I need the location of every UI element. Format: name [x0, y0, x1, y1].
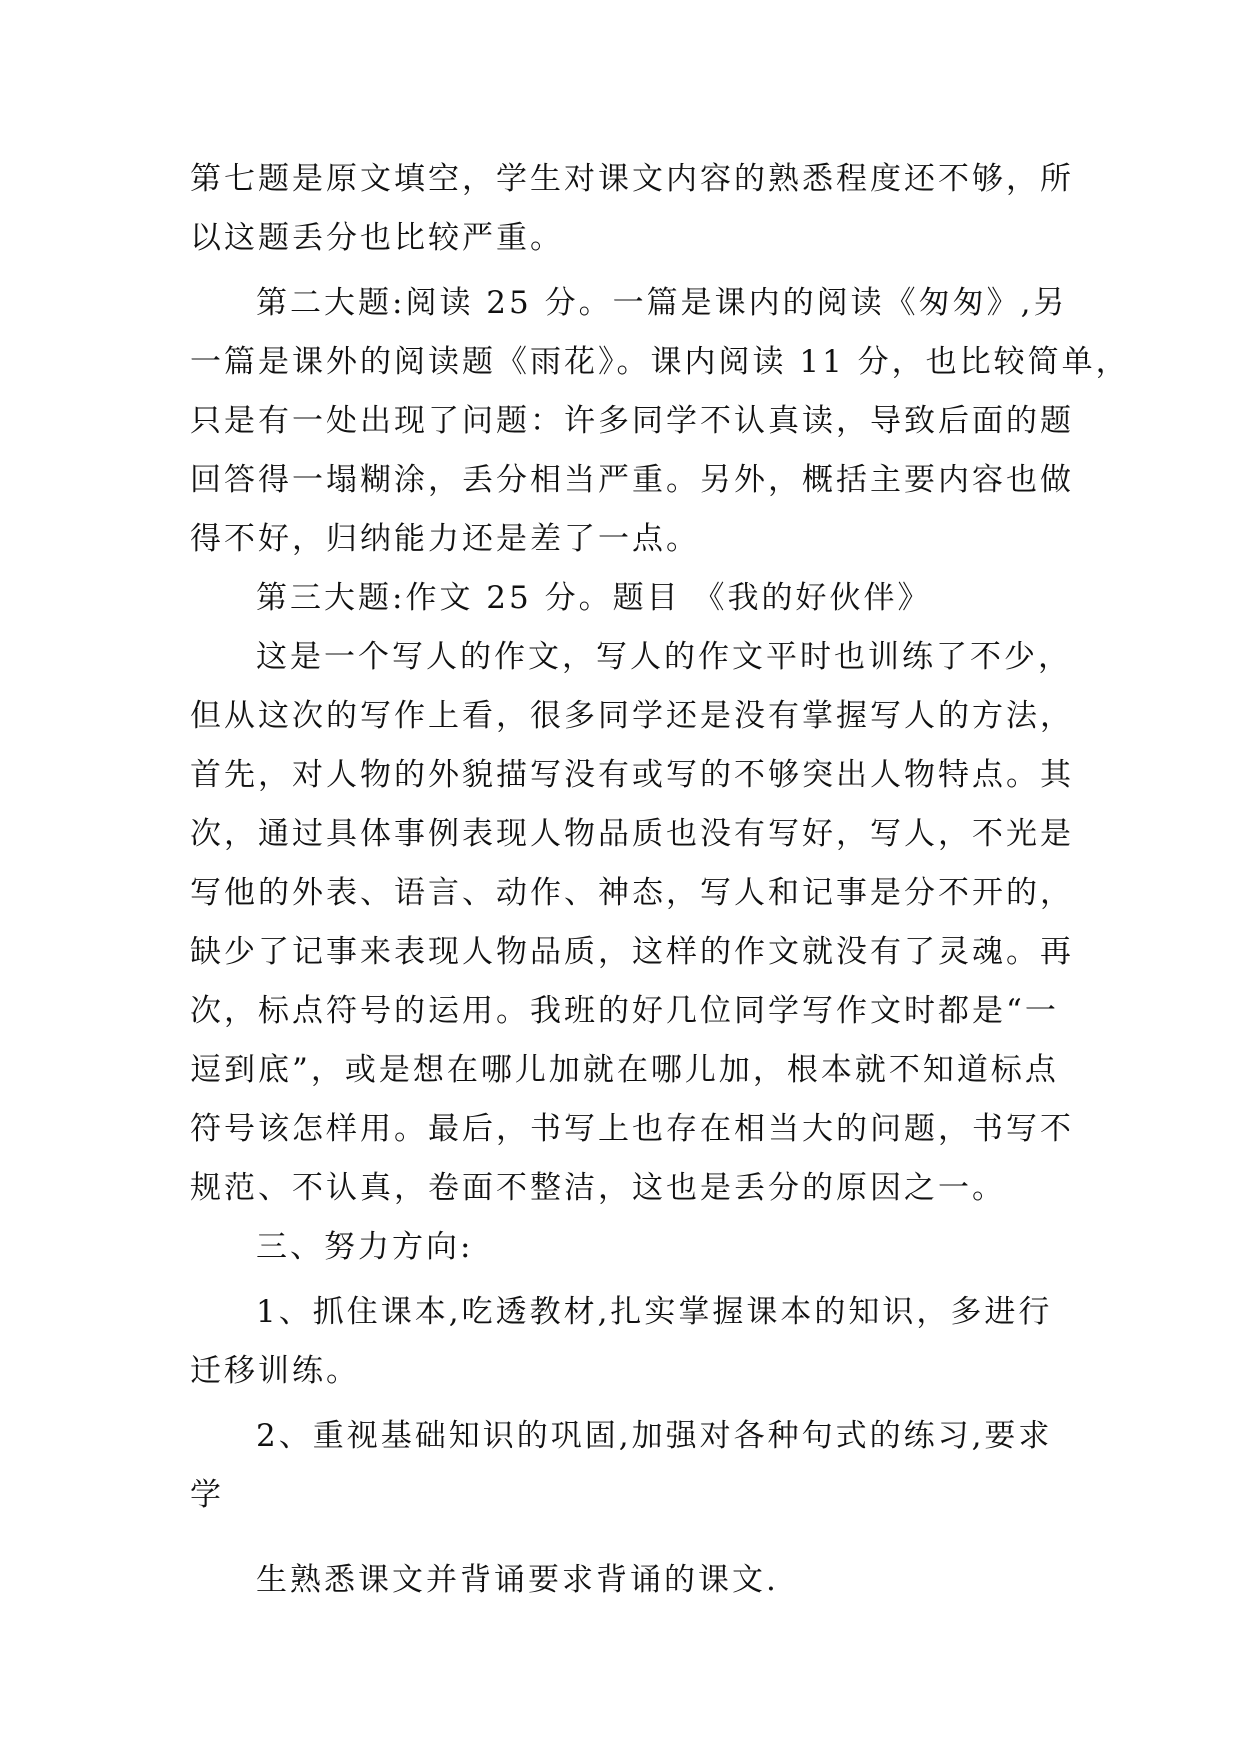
text-line: 以这题丢分也比较严重。	[190, 220, 564, 256]
paragraph-closing	[190, 1551, 1075, 1610]
text-line: 学	[190, 1477, 224, 1513]
text-line: 次，通过具体事例表现人物品质也没有写好，写人，不光是	[190, 816, 1074, 852]
paragraph-composition-heading	[190, 569, 1075, 628]
text-line: 但从这次的写作上看，很多同学还是没有掌握写人的方法，	[190, 698, 1074, 734]
text-line: 第二大题:阅读 25 分。一篇是课内的阅读《匆匆》,另	[256, 285, 1068, 321]
text-line: 只是有一处出现了问题：许多同学不认真读，导致后面的题	[190, 403, 1074, 439]
section-heading-direction	[190, 1218, 1075, 1277]
text-line: 逗到底”，或是想在哪儿加就在哪儿加，根本就不知道标点	[190, 1052, 1059, 1088]
text-line: 得不好，归纳能力还是差了一点。	[190, 521, 700, 557]
text-line: 符号该怎样用。最后，书写上也存在相当大的问题，书写不	[190, 1111, 1074, 1147]
text-line: 规范、不认真，卷面不整洁，这也是丢分的原因之一。	[190, 1170, 1006, 1206]
paragraph-question-seven	[190, 150, 1075, 268]
text-line: 生熟悉课文并背诵要求背诵的课文.	[256, 1562, 779, 1598]
text-line: 首先，对人物的外貌描写没有或写的不够突出人物特点。其	[190, 757, 1074, 793]
list-item-one	[190, 1283, 1075, 1401]
text-line: 一篇是课外的阅读题《雨花》。课内阅读 11 分，也比较简单，	[190, 344, 1130, 380]
text-line: 写他的外表、语言、动作、神态，写人和记事是分不开的，	[190, 875, 1074, 911]
list-item-two	[190, 1407, 1075, 1525]
text-line: 三、努力方向:	[256, 1229, 474, 1265]
text-line: 这是一个写人的作文，写人的作文平时也训练了不少，	[256, 639, 1072, 675]
text-line: 迁移训练。	[190, 1353, 360, 1389]
document-page	[190, 150, 1130, 1610]
paragraph-composition-analysis	[190, 628, 1075, 1218]
text-line: 缺少了记事来表现人物品质，这样的作文就没有了灵魂。再	[190, 934, 1074, 970]
text-line: 第七题是原文填空，学生对课文内容的熟悉程度还不够，所	[190, 161, 1074, 197]
text-line: 第三大题:作文 25 分。题目 《我的好伙伴》	[256, 580, 932, 616]
text-line: 次，标点符号的运用。我班的好几位同学写作文时都是“一	[190, 993, 1059, 1029]
text-line: 回答得一塌糊涂，丢分相当严重。另外，概括主要内容也做	[190, 462, 1074, 498]
text-line: 1、抓住课本,吃透教材,扎实掌握课本的知识，多进行	[256, 1294, 1053, 1330]
text-line: 2、重视基础知识的巩固,加强对各种句式的练习,要求	[256, 1418, 1053, 1454]
paragraph-reading-section	[190, 274, 1130, 569]
